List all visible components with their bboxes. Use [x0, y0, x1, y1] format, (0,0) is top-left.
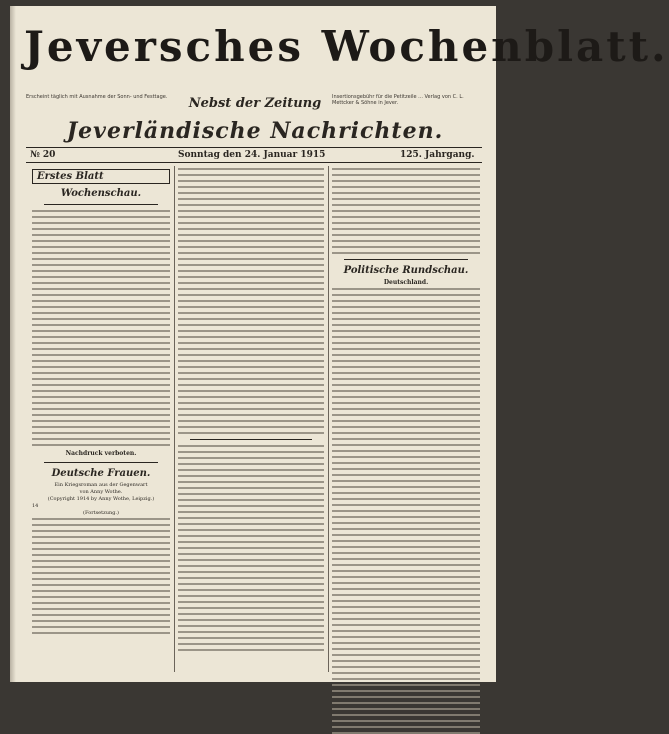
- masthead-title: Jeversches Wochenblatt.: [24, 22, 669, 71]
- column-3: [332, 166, 480, 676]
- politics-heading: Politische Rundschau.: [343, 265, 469, 276]
- divider: [344, 259, 468, 260]
- masthead-subhead: Jeverländische Nachrichten.: [66, 118, 444, 144]
- bottom-rule: [26, 162, 482, 163]
- article-body: [332, 168, 480, 254]
- feuilleton-copyright: (Copyright 1914 by Anny Wothe, Leipzig.): [47, 496, 155, 502]
- divider: [44, 462, 158, 463]
- divider: [190, 439, 312, 440]
- column-divider: [328, 166, 329, 672]
- newspaper-page: [10, 6, 669, 682]
- column-divider: [174, 166, 175, 672]
- header-right-notice: Insertionsgebühr für die Petitzeile ... Verlag von C. L. Mettcker & Söhne in Jever.: [332, 94, 464, 106]
- feuilleton-continuation: (Fortsetzung.): [83, 510, 119, 516]
- issue-volume: 125. Jahrgang.: [400, 150, 475, 160]
- feuilleton-author: von Anny Wothe.: [79, 489, 123, 495]
- article-body: [178, 168, 324, 434]
- divider: [44, 204, 158, 205]
- article-heading: Wochenschau.: [60, 188, 142, 199]
- nachdruck-notice: Nachdruck verboten.: [65, 450, 137, 457]
- page-spine: [10, 6, 16, 682]
- politics-body: [332, 288, 480, 734]
- feuilleton-title: Deutsche Frauen.: [51, 468, 151, 479]
- column-2: [178, 166, 324, 676]
- politics-subheading: Deutschland.: [383, 279, 429, 286]
- section-label: Erstes Blatt: [32, 169, 170, 184]
- issue-number: № 20: [30, 150, 56, 160]
- header-left-notice: Erscheint täglich mit Ausnahme der Sonn- und Festtage.: [26, 94, 168, 100]
- feuilleton-body: [32, 518, 170, 634]
- masthead-subtitle: Nebst der Zeitung: [188, 96, 322, 111]
- top-rule: [26, 147, 482, 148]
- column-1: [32, 166, 170, 676]
- feuilleton-subtitle: Ein Kriegsroman aus der Gegenwart: [54, 482, 148, 488]
- article-body: [32, 210, 170, 446]
- issue-date: Sonntag den 24. Januar 1915: [178, 150, 326, 160]
- feuilleton-body: [178, 445, 324, 651]
- feuilleton-number: 14: [32, 503, 39, 509]
